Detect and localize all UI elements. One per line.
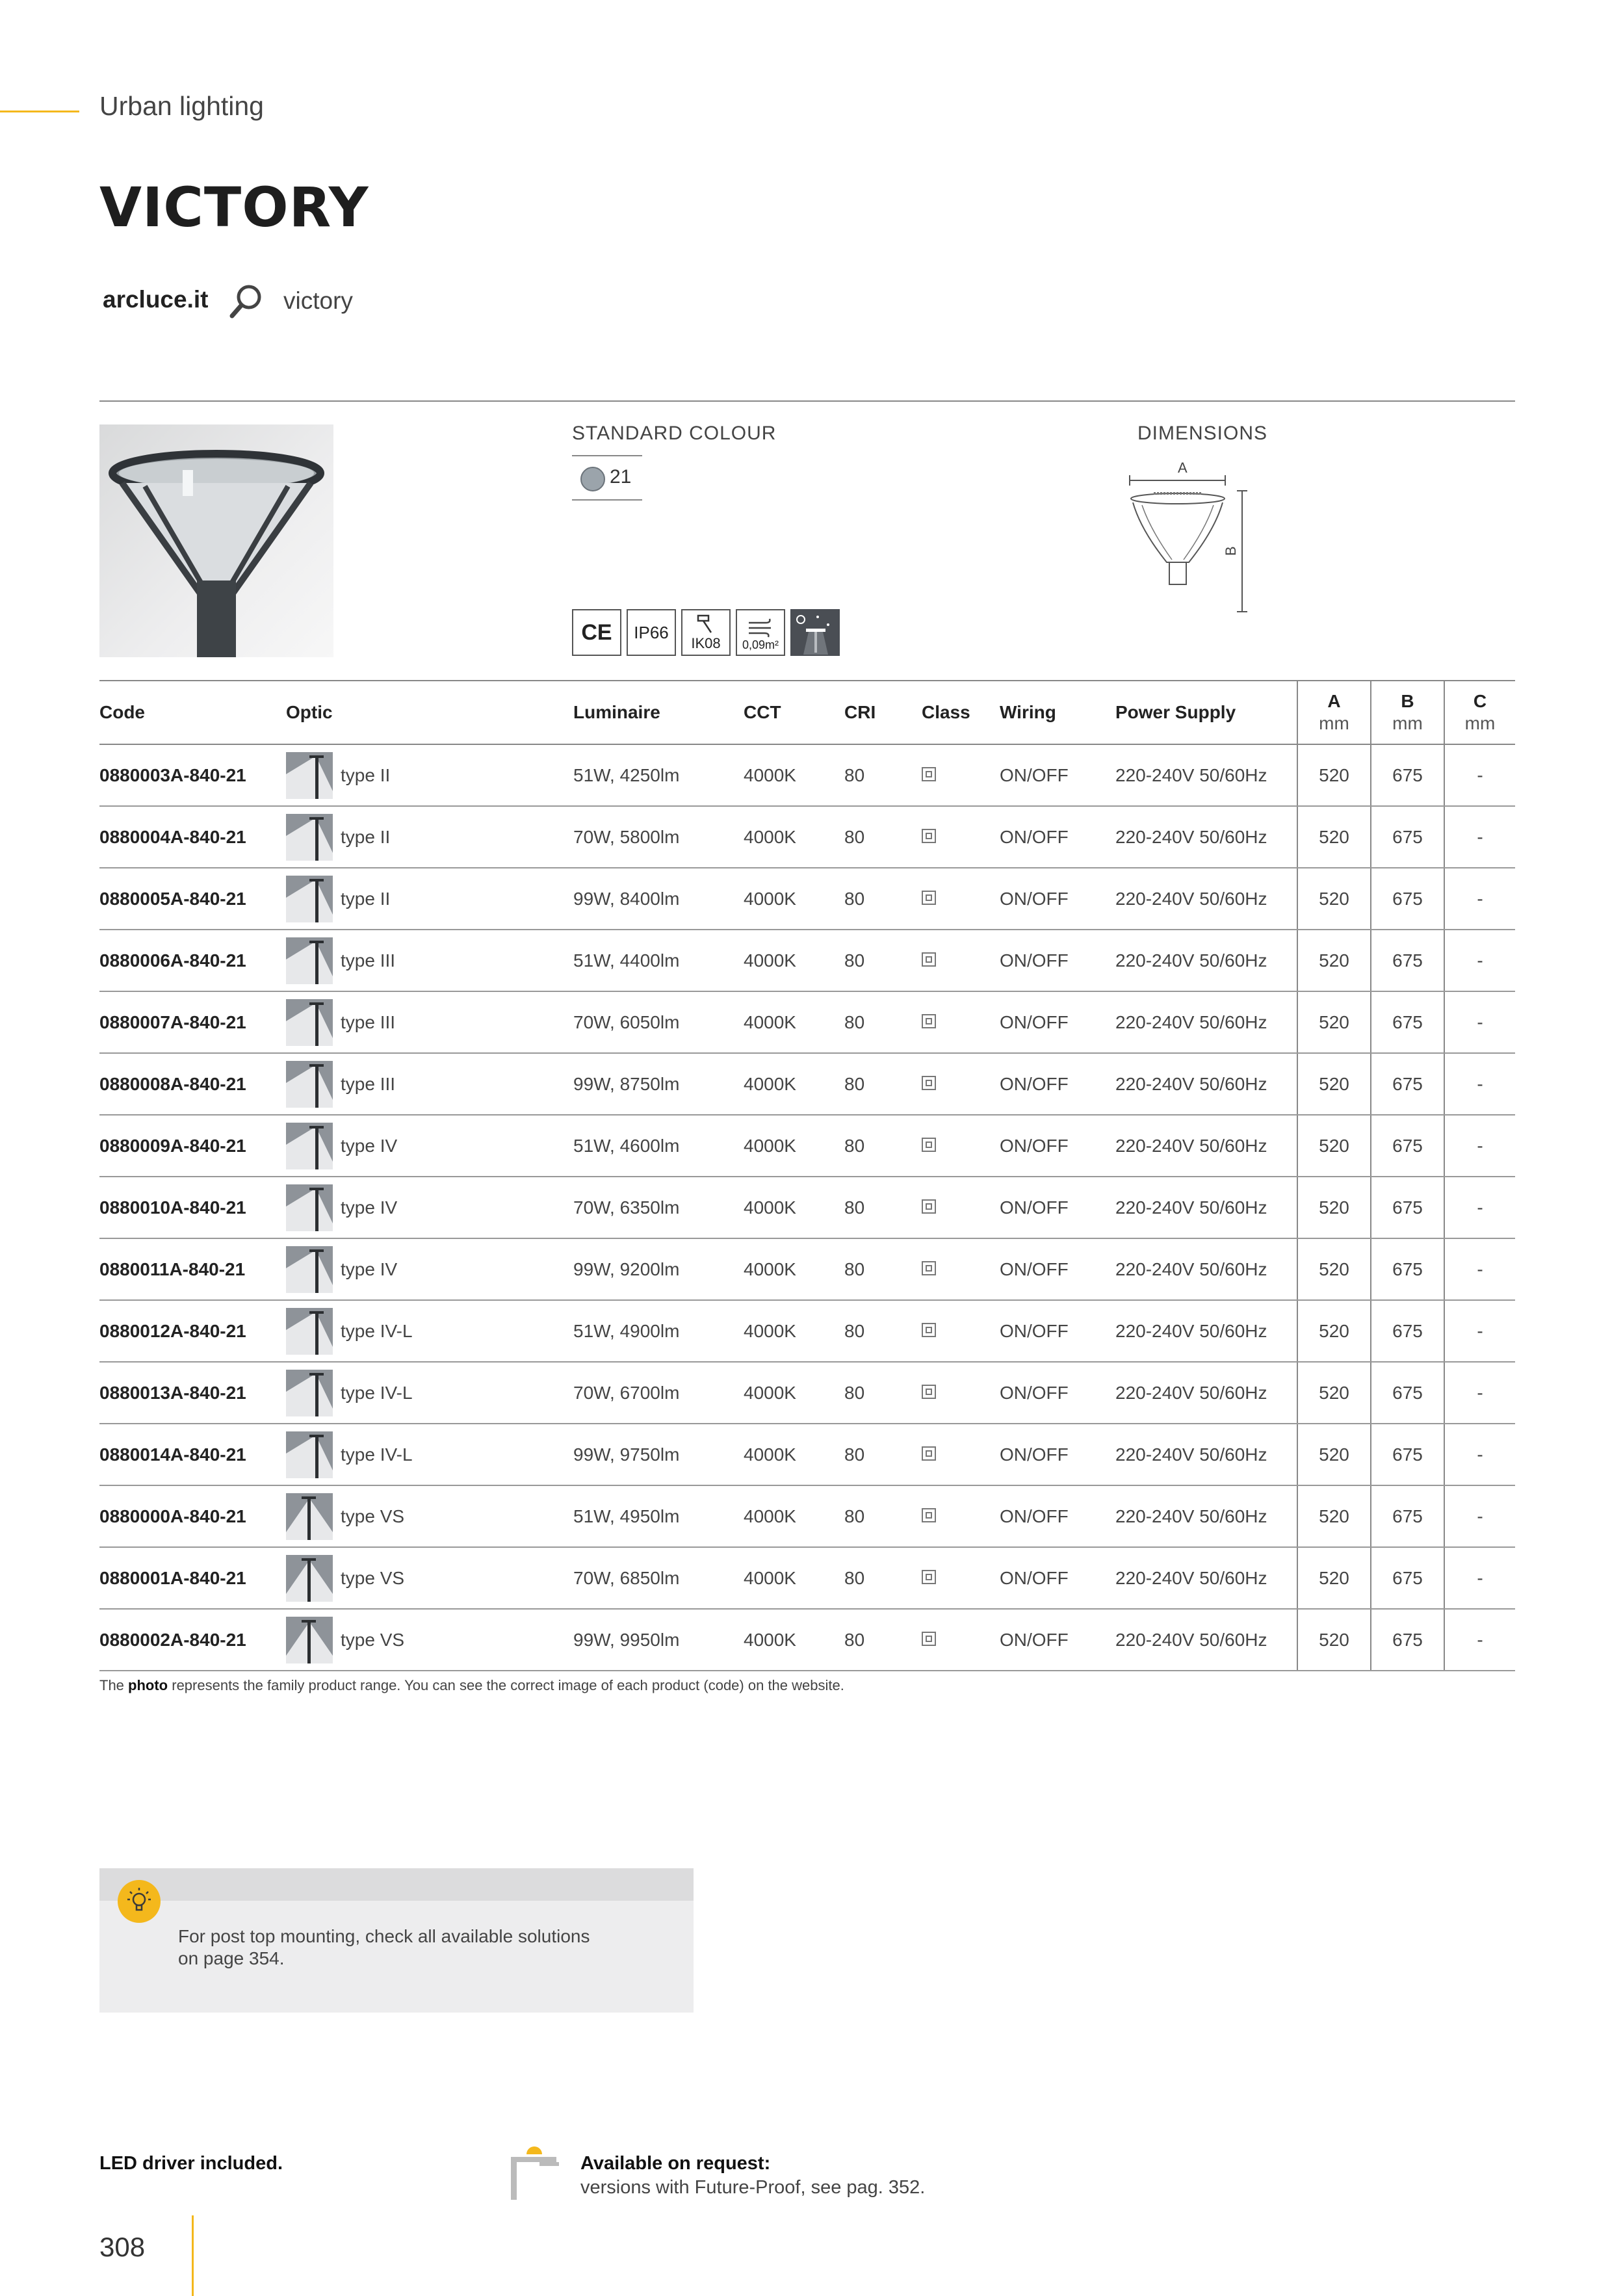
standard-colour-label: STANDARD COLOUR (572, 423, 777, 444)
cell-power-supply: 220-240V 50/60Hz (1115, 1300, 1297, 1362)
ik-rating-value: IK08 (691, 635, 721, 651)
cell-cct: 4000K (744, 1053, 844, 1115)
cell-cri: 80 (844, 1609, 922, 1671)
colour-swatch (580, 467, 605, 491)
table-row (99, 868, 1515, 930)
cell-optic (286, 1300, 573, 1362)
optic-type-label: type VS (341, 1567, 405, 1588)
cell-luminaire: 51W, 4400lm (573, 930, 744, 991)
cell-dim-b: 675 (1371, 1053, 1444, 1115)
info-box-header-bar (99, 1868, 694, 1901)
table-row (99, 1547, 1515, 1609)
header-accent-line (0, 111, 79, 112)
optic-type-label: type VS (341, 1629, 405, 1650)
optic-type-label: type IV-L (341, 1444, 413, 1465)
cell-dim-c: - (1444, 868, 1515, 930)
cell-optic (286, 1609, 573, 1671)
cell-optic (286, 806, 573, 868)
table-row (99, 1609, 1515, 1671)
table-row (99, 991, 1515, 1053)
cell-optic (286, 1053, 573, 1115)
cell-dim-a: 520 (1297, 1177, 1371, 1238)
cell-wiring: ON/OFF (1000, 930, 1115, 991)
optic-distribution-icon (286, 1061, 333, 1108)
ik-rating-badge (681, 609, 731, 656)
cell-dim-a: 520 (1297, 1362, 1371, 1424)
dimensions-diagram (1128, 458, 1258, 618)
cell-luminaire: 99W, 9950lm (573, 1609, 744, 1671)
optic-distribution-icon (286, 1246, 333, 1293)
lightbulb-icon (118, 1880, 161, 1923)
optic-distribution-icon (286, 814, 333, 861)
cell-dim-c: - (1444, 1300, 1515, 1362)
cell-dim-a: 520 (1297, 1115, 1371, 1177)
cell-class (922, 1609, 1000, 1671)
cell-luminaire: 51W, 4600lm (573, 1115, 744, 1177)
optic-type-label: type IV (341, 1197, 398, 1218)
class-ii-icon (922, 767, 936, 781)
cell-luminaire: 99W, 8750lm (573, 1053, 744, 1115)
table-row (99, 1053, 1515, 1115)
cell-wiring: ON/OFF (1000, 1424, 1115, 1485)
cell-power-supply: 220-240V 50/60Hz (1115, 1177, 1297, 1238)
cell-optic (286, 1362, 573, 1424)
cell-dim-b: 675 (1371, 1362, 1444, 1424)
table-row (99, 806, 1515, 868)
header-power-supply: Power Supply (1115, 681, 1297, 744)
cell-optic (286, 1115, 573, 1177)
cell-luminaire: 51W, 4900lm (573, 1300, 744, 1362)
cell-code: 0880000A-840-21 (99, 1485, 286, 1547)
optic-type-label: type III (341, 950, 396, 971)
photo-note: The photo represents the family product range. You can see the correct image of each product (code) on the website. (99, 1677, 844, 1693)
cell-class (922, 868, 1000, 930)
product-photo (99, 424, 333, 657)
header-cri: CRI (844, 681, 922, 744)
cell-code: 0880010A-840-21 (99, 1177, 286, 1238)
table-row (99, 1177, 1515, 1238)
footer-accent-line (192, 2215, 194, 2296)
cell-dim-b: 675 (1371, 1300, 1444, 1362)
cell-power-supply: 220-240V 50/60Hz (1115, 1053, 1297, 1115)
cell-dim-c: - (1444, 1053, 1515, 1115)
future-proof-icon (511, 2145, 563, 2200)
class-ii-icon (922, 952, 936, 967)
header-dim-b-unit: mm (1392, 713, 1423, 733)
cell-wiring: ON/OFF (1000, 1547, 1115, 1609)
cell-dim-a: 520 (1297, 868, 1371, 930)
cell-class (922, 1053, 1000, 1115)
cell-code: 0880013A-840-21 (99, 1362, 286, 1424)
cell-cri: 80 (844, 744, 922, 806)
search-icon[interactable] (229, 283, 263, 320)
cell-dim-a: 520 (1297, 1053, 1371, 1115)
cell-dim-a: 520 (1297, 806, 1371, 868)
cell-power-supply: 220-240V 50/60Hz (1115, 744, 1297, 806)
class-ii-icon (922, 891, 936, 905)
cell-class (922, 1424, 1000, 1485)
search-term[interactable]: victory (283, 287, 353, 314)
cell-class (922, 930, 1000, 991)
cell-wiring: ON/OFF (1000, 991, 1115, 1053)
optic-type-label: type IV (341, 1259, 398, 1279)
cell-cct: 4000K (744, 1115, 844, 1177)
cell-luminaire: 70W, 6350lm (573, 1177, 744, 1238)
cell-cri: 80 (844, 930, 922, 991)
cell-code: 0880003A-840-21 (99, 744, 286, 806)
product-table (99, 680, 1515, 1671)
cell-dim-c: - (1444, 1485, 1515, 1547)
dimension-a-label: A (1178, 460, 1188, 476)
cell-dim-a: 520 (1297, 1547, 1371, 1609)
top-divider (99, 400, 1515, 402)
page-title: VICTORY (99, 176, 369, 239)
cell-power-supply: 220-240V 50/60Hz (1115, 1115, 1297, 1177)
cell-cct: 4000K (744, 1547, 844, 1609)
cell-power-supply: 220-240V 50/60Hz (1115, 1362, 1297, 1424)
cell-dim-b: 675 (1371, 744, 1444, 806)
cell-cct: 4000K (744, 1424, 844, 1485)
optic-distribution-icon (286, 1431, 333, 1478)
cell-cct: 4000K (744, 1485, 844, 1547)
info-text-line-1: For post top mounting, check all available solutions (178, 1926, 590, 1946)
cell-cct: 4000K (744, 1177, 844, 1238)
cell-dim-c: - (1444, 991, 1515, 1053)
cell-cri: 80 (844, 1238, 922, 1300)
dimension-b-label: B (1223, 546, 1239, 556)
cell-code: 0880005A-840-21 (99, 868, 286, 930)
cell-cct: 4000K (744, 991, 844, 1053)
cell-luminaire: 70W, 6700lm (573, 1362, 744, 1424)
cell-dim-a: 520 (1297, 1609, 1371, 1671)
cell-class (922, 1238, 1000, 1300)
cell-luminaire: 70W, 5800lm (573, 806, 744, 868)
cell-optic (286, 744, 573, 806)
cell-dim-b: 675 (1371, 1238, 1444, 1300)
optic-distribution-icon (286, 1617, 333, 1663)
cell-dim-b: 675 (1371, 1177, 1444, 1238)
optic-distribution-icon (286, 1493, 333, 1540)
optic-type-label: type II (341, 826, 391, 847)
cell-class (922, 991, 1000, 1053)
optic-distribution-icon (286, 937, 333, 984)
cell-cct: 4000K (744, 930, 844, 991)
cell-dim-b: 675 (1371, 1609, 1444, 1671)
header-luminaire: Luminaire (573, 681, 744, 744)
optic-distribution-icon (286, 1555, 333, 1602)
optic-distribution-icon (286, 1123, 333, 1169)
cell-luminaire: 70W, 6050lm (573, 991, 744, 1053)
table-row (99, 930, 1515, 991)
class-ii-icon (922, 1261, 936, 1275)
cell-optic (286, 1238, 573, 1300)
page-number: 308 (99, 2232, 146, 2262)
optic-type-label: type IV-L (341, 1382, 413, 1403)
cell-cri: 80 (844, 991, 922, 1053)
cell-cct: 4000K (744, 1238, 844, 1300)
cell-dim-a: 520 (1297, 1300, 1371, 1362)
header-optic: Optic (286, 681, 573, 744)
class-ii-icon (922, 1385, 936, 1399)
optic-distribution-icon (286, 752, 333, 799)
cell-power-supply: 220-240V 50/60Hz (1115, 806, 1297, 868)
hammer-icon (693, 613, 719, 635)
cell-code: 0880004A-840-21 (99, 806, 286, 868)
optic-distribution-icon (286, 1308, 333, 1355)
header-dim-a: A mm (1297, 681, 1371, 744)
site-link[interactable]: arcluce.it (103, 286, 209, 313)
available-on-request-title: Available on request: (580, 2153, 771, 2174)
class-ii-icon (922, 1508, 936, 1522)
class-ii-icon (922, 1138, 936, 1152)
cell-wiring: ON/OFF (1000, 868, 1115, 930)
optic-type-label: type III (341, 1073, 396, 1094)
cell-code: 0880001A-840-21 (99, 1547, 286, 1609)
class-ii-icon (922, 1446, 936, 1461)
table-row (99, 1485, 1515, 1547)
wind-icon (746, 616, 775, 638)
photo-note-bold: photo (128, 1677, 168, 1693)
optic-distribution-icon (286, 999, 333, 1046)
cell-dim-c: - (1444, 1547, 1515, 1609)
section-label: Urban lighting (99, 91, 264, 121)
cell-dim-a: 520 (1297, 1485, 1371, 1547)
cell-code: 0880014A-840-21 (99, 1424, 286, 1485)
header-wiring: Wiring (1000, 681, 1115, 744)
cell-wiring: ON/OFF (1000, 1115, 1115, 1177)
class-ii-icon (922, 1199, 936, 1214)
cell-cri: 80 (844, 806, 922, 868)
optic-type-label: type VS (341, 1506, 405, 1526)
cell-dim-b: 675 (1371, 991, 1444, 1053)
cell-code: 0880009A-840-21 (99, 1115, 286, 1177)
cell-dim-b: 675 (1371, 1115, 1444, 1177)
cell-class (922, 806, 1000, 868)
header-dim-c: C mm (1444, 681, 1515, 744)
cell-luminaire: 51W, 4250lm (573, 744, 744, 806)
cell-class (922, 744, 1000, 806)
table-header-row (99, 681, 1515, 744)
cell-optic (286, 1177, 573, 1238)
cell-dim-c: - (1444, 806, 1515, 868)
ip-rating-badge: IP66 (627, 609, 676, 656)
optic-type-label: type III (341, 1011, 396, 1032)
cell-wiring: ON/OFF (1000, 744, 1115, 806)
cell-class (922, 1177, 1000, 1238)
wind-surface-value: 0,09m² (742, 638, 779, 651)
cell-dim-c: - (1444, 1238, 1515, 1300)
table-row (99, 744, 1515, 806)
cell-class (922, 1547, 1000, 1609)
cell-dim-a: 520 (1297, 1238, 1371, 1300)
cell-class (922, 1300, 1000, 1362)
cell-code: 0880006A-840-21 (99, 930, 286, 991)
cell-code: 0880012A-840-21 (99, 1300, 286, 1362)
table-row (99, 1238, 1515, 1300)
cell-optic (286, 1485, 573, 1547)
cell-luminaire: 99W, 9750lm (573, 1424, 744, 1485)
header-dim-a-unit: mm (1319, 713, 1349, 733)
cell-class (922, 1485, 1000, 1547)
optic-type-label: type IV-L (341, 1320, 413, 1341)
cell-cri: 80 (844, 1115, 922, 1177)
cell-dim-c: - (1444, 1177, 1515, 1238)
cell-dim-c: - (1444, 744, 1515, 806)
ce-mark-icon: CE (572, 609, 621, 656)
cell-optic (286, 1424, 573, 1485)
optic-type-label: type II (341, 888, 391, 909)
info-text (178, 1925, 633, 1970)
header-code: Code (99, 681, 286, 744)
available-on-request-text: versions with Future-Proof, see pag. 352. (580, 2177, 926, 2198)
optic-distribution-icon (286, 1184, 333, 1231)
cell-code: 0880002A-840-21 (99, 1609, 286, 1671)
cell-wiring: ON/OFF (1000, 1177, 1115, 1238)
class-ii-icon (922, 829, 936, 843)
table-row (99, 1115, 1515, 1177)
optic-distribution-icon (286, 876, 333, 922)
cell-luminaire: 99W, 9200lm (573, 1238, 744, 1300)
colour-code: 21 (610, 466, 632, 488)
cell-dim-c: - (1444, 1115, 1515, 1177)
cell-luminaire: 51W, 4950lm (573, 1485, 744, 1547)
header-class: Class (922, 681, 1000, 744)
class-ii-icon (922, 1076, 936, 1090)
cell-optic (286, 991, 573, 1053)
table-row (99, 1424, 1515, 1485)
cell-optic (286, 868, 573, 930)
cell-cri: 80 (844, 1424, 922, 1485)
cell-dim-b: 675 (1371, 868, 1444, 930)
cell-dim-a: 520 (1297, 930, 1371, 991)
cell-optic (286, 930, 573, 991)
optic-distribution-icon (286, 1370, 333, 1416)
cell-dim-b: 675 (1371, 1424, 1444, 1485)
cell-cct: 4000K (744, 744, 844, 806)
cell-dim-c: - (1444, 1609, 1515, 1671)
dark-sky-icon (790, 609, 840, 656)
cell-luminaire: 70W, 6850lm (573, 1547, 744, 1609)
cell-cri: 80 (844, 1362, 922, 1424)
cell-wiring: ON/OFF (1000, 1362, 1115, 1424)
cell-power-supply: 220-240V 50/60Hz (1115, 991, 1297, 1053)
cell-cri: 80 (844, 1547, 922, 1609)
cell-class (922, 1362, 1000, 1424)
table-row (99, 1300, 1515, 1362)
cell-cri: 80 (844, 1300, 922, 1362)
header-dim-c-unit: mm (1464, 713, 1496, 733)
cell-wiring: ON/OFF (1000, 1609, 1115, 1671)
cell-dim-a: 520 (1297, 1424, 1371, 1485)
cell-luminaire: 99W, 8400lm (573, 868, 744, 930)
cell-power-supply: 220-240V 50/60Hz (1115, 1485, 1297, 1547)
cell-cct: 4000K (744, 806, 844, 868)
cell-class (922, 1115, 1000, 1177)
cell-cri: 80 (844, 1053, 922, 1115)
header-dim-b: B mm (1371, 681, 1444, 744)
wind-surface-badge (736, 609, 785, 656)
cell-dim-b: 675 (1371, 1547, 1444, 1609)
cell-cct: 4000K (744, 1609, 844, 1671)
cell-code: 0880007A-840-21 (99, 991, 286, 1053)
cell-wiring: ON/OFF (1000, 1238, 1115, 1300)
cell-power-supply: 220-240V 50/60Hz (1115, 1609, 1297, 1671)
cell-dim-c: - (1444, 930, 1515, 991)
cell-cri: 80 (844, 1177, 922, 1238)
cell-code: 0880011A-840-21 (99, 1238, 286, 1300)
cell-dim-b: 675 (1371, 1485, 1444, 1547)
cell-power-supply: 220-240V 50/60Hz (1115, 868, 1297, 930)
class-ii-icon (922, 1632, 936, 1646)
optic-type-label: type IV (341, 1135, 398, 1156)
class-ii-icon (922, 1570, 936, 1584)
class-ii-icon (922, 1323, 936, 1337)
cell-wiring: ON/OFF (1000, 1053, 1115, 1115)
cell-dim-c: - (1444, 1424, 1515, 1485)
cell-optic (286, 1547, 573, 1609)
cell-dim-a: 520 (1297, 744, 1371, 806)
cell-cri: 80 (844, 1485, 922, 1547)
cell-dim-c: - (1444, 1362, 1515, 1424)
cell-wiring: ON/OFF (1000, 806, 1115, 868)
cell-wiring: ON/OFF (1000, 1300, 1115, 1362)
cell-power-supply: 220-240V 50/60Hz (1115, 1547, 1297, 1609)
header-cct: CCT (744, 681, 844, 744)
cell-power-supply: 220-240V 50/60Hz (1115, 1424, 1297, 1485)
cell-power-supply: 220-240V 50/60Hz (1115, 1238, 1297, 1300)
led-driver-note: LED driver included. (99, 2153, 283, 2174)
cell-dim-b: 675 (1371, 930, 1444, 991)
table-row (99, 1362, 1515, 1424)
cell-cct: 4000K (744, 868, 844, 930)
cell-code: 0880008A-840-21 (99, 1053, 286, 1115)
cell-cct: 4000K (744, 1300, 844, 1362)
cell-dim-a: 520 (1297, 991, 1371, 1053)
dimensions-label: DIMENSIONS (1137, 423, 1268, 444)
optic-type-label: type II (341, 764, 391, 785)
lamp-illustration (99, 424, 333, 657)
cell-cct: 4000K (744, 1362, 844, 1424)
cell-wiring: ON/OFF (1000, 1485, 1115, 1547)
cell-power-supply: 220-240V 50/60Hz (1115, 930, 1297, 991)
class-ii-icon (922, 1014, 936, 1028)
cell-dim-b: 675 (1371, 806, 1444, 868)
info-text-line-2: on page 354. (178, 1948, 285, 1968)
cell-cri: 80 (844, 868, 922, 930)
